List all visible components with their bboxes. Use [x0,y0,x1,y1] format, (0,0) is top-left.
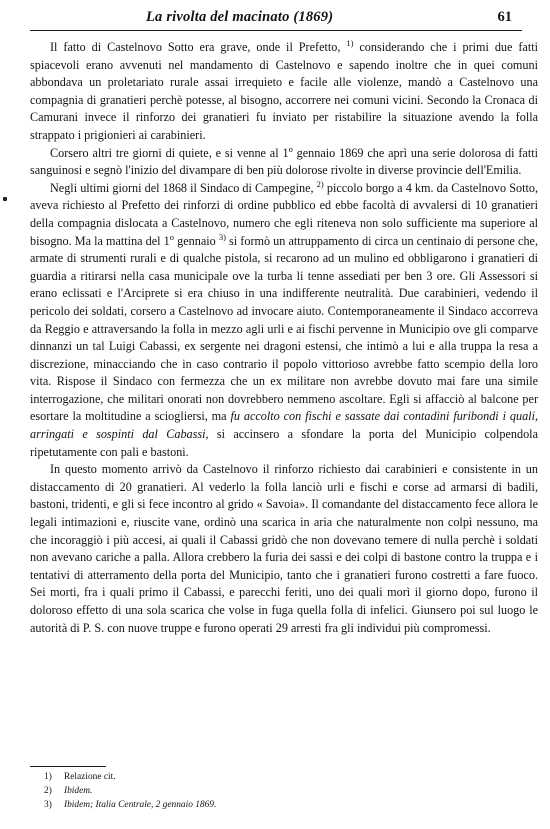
page-number: 61 [497,9,512,25]
footnote-number: 1) [44,772,52,782]
text-run: si accinsero a sfondare la porta del Municipio colpendola ripetutamente con pali e bastoni. [30,427,538,459]
text-run: Corsero altri tre giorni di quiete, e si venne al 1 [50,145,289,160]
footnote-ref: 3) [218,231,226,242]
footnote-text: Ibidem; Italia Centrale, 2 gennaio 1869. [64,799,217,810]
text-run: si formò un attruppamento di circa un centinaio di persone che, armate di strumenti rurali e di qualche pistola, si recarono ad un mulino ed obbligarono i granatieri di guardia a ritirarsi nella casa municipale ove la turba li tenne assediati per ben 3 ore. Gli Assessori si erano eclissati e l'Arciprete si era chiuso in una indifferente neutralità. Due carabinieri, vedendo il pericolo dei soldati, corsero a Castelnovo ad invocare aiuto. Contemporaneamente il Sindaco accorreva da Reggio e attraversando la folla in mezzo agli urli e ai fischi pervenne in Municipio ove gli comparve dinnanzi un tal Luigi Cabassi, ex sergente nei dragoni estensi, che intimò a lui e alla truppa la resa a discrezione, minacciando che in caso contrario il popolo vittorioso avrebbe fatto scempio della loro vita. Rispose il Sindaco con fermezza che un ex militare non avrebbe dovuto mai fare una simile interrogazione, che militari onorati non dovrebbero nemmeno ascoltare. Egli si affacciò al balcone per esortare la moltitudine a sciogliersi, ma [30,233,538,424]
paragraph [30,39,538,145]
text-run: piccolo borgo a 4 km. da Castelnovo Sotto, aveva richiesto al Prefetto dei rinforzi di ordine pubblico ed ebbe facoltà di avvalersi di 10 granatieri della compagnia dislocata a Castelnovo, numero che egli riteneva non solo sufficiente ma superiore al bisogno. Ma la mattina del 1 [30,180,538,248]
running-title: La rivolta del macinato (1869) [146,9,334,25]
footnote-2 [44,785,524,799]
paragraph [30,180,538,462]
footnote-ref: o [169,231,175,242]
text-run: gennaio [174,233,219,248]
text-run: In questo momento arrivò da Castelnovo il rinforzo richiesto dai carabinieri e consistente in un distaccamento di 20 granatieri. Al vederlo la folla lanciò urli e fischi e corse ad armarsi di badili, bastoni, tridenti, e gli si fece incontro al grido « Savoia». Il comandante del distaccamento fece allora le legali intimazioni e, riuscite vane, ordinò una scarica in aria che naturalmente non colpì nessuno, ma che incoraggiò i più accesi, ai quali il Cabassi gridò che non dovevano temere di nulla perchè i soldati non avevano cariche a palla. Allora crebbero la furia dei sassi e dei colpi di bastone contro la truppa e i tentativi di atterramento della porta del Municipio, tanto che i granatieri furono costretti a fare fuoco. Sei morti, fra i quali primo il Cabassi, e parecchi feriti, uno dei quali morì il giorno dopo, furono il doloroso effetto di una sola scarica che volse in fuga quella folla di infelici. Giunsero poi sul luogo le autorità di P. S. con nuove truppe e furono operati 29 arresti fra gli individui più compromessi. [30,462,538,635]
footnote-number: 2) [44,785,52,796]
footnote-number: 3) [44,799,52,810]
paragraph [30,145,538,180]
footnotes [44,771,524,812]
text-run: considerando che i primi due fatti spiacevoli erano avvenuti nel mandamento di Castelnovo e sapendo inoltre che in quei comuni abbondava un proletariato rurale assai irrequieto e facile alle violenze, mandò a Castelnovo una compagnia di granatieri perchè potesse, al bisogno, accorrere nei comuni vicini. Secondo la Cronaca di Camurani invece il rinforzo dei granatieri fu inviato per ristabilire la situazione avendo la folla strappato i prigionieri ai carabinieri. [30,40,538,142]
footnote-rule [30,766,106,767]
footnote-ref: 2) [316,178,324,189]
body-text [30,39,538,637]
text-run: gennaio 1869 che aprì una serie dolorosa di fatti sanguinosi e segnò l'inizio del divampare di ben più dolorose rivolte in diverse provincie dell'Emilia. [30,145,538,178]
text-run: Il fatto di Castelnovo Sotto era grave, onde il Prefetto, [50,40,347,54]
text-run: Negli ultimi giorni del 1868 il Sindaco di Campegine, [50,180,317,195]
footnote-text: Relazione cit. [64,772,116,782]
footnote-text: Ibidem. [64,785,93,796]
page-header [30,8,522,31]
footnote-1 [44,771,524,785]
footnote-3 [44,799,524,813]
paragraph [30,461,538,637]
italic-text: fu accolto con fischi e sassate dai contadini furibondi i quali, arringati e sospinti dal Cabassi, [30,409,539,442]
footnote-ref: o [288,143,293,154]
margin-mark [3,197,7,201]
footnote-ref: 1) [346,38,354,48]
